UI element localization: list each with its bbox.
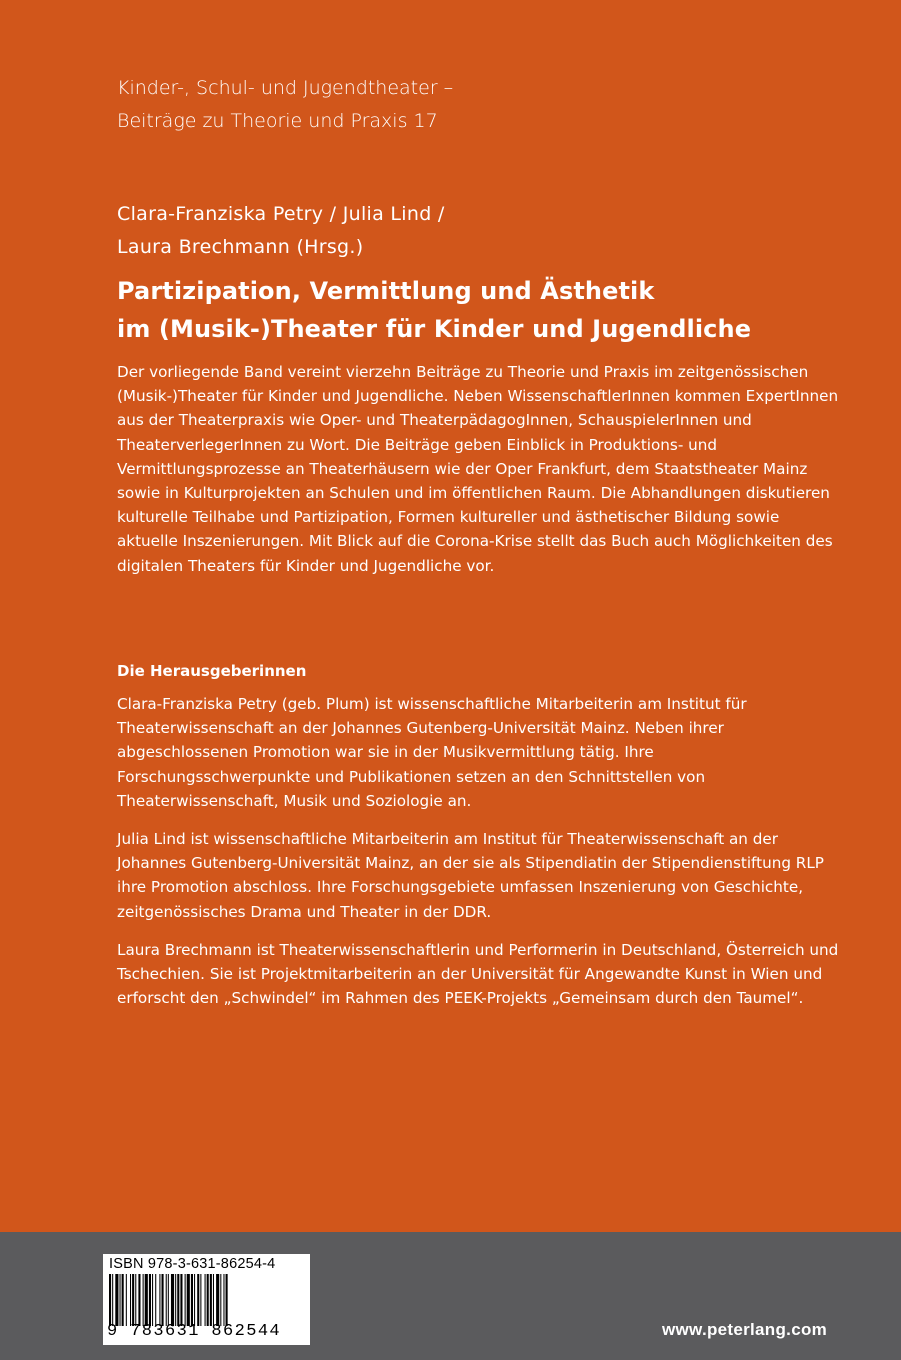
- barcode-bar: [220, 1274, 221, 1326]
- barcode-bar: [197, 1274, 199, 1326]
- series-line-1: Kinder-, Schul- und Jugendtheater –: [117, 77, 454, 99]
- title-line-1: Partizipation, Vermittlung und Ästhetik: [117, 277, 655, 305]
- barcode-bar: [223, 1274, 224, 1326]
- barcode-bar: [162, 1274, 164, 1326]
- abstract-text: Der vorliegende Band vereint vierzehn Beiträge zu Theorie und Praxis im zeitgenössischen (Musik-)Theater für Kinder und Jugendliche. Neben WissenschaftlerInnen kommen ExpertInnen aus der Theaterpraxis wie Oper- und TheaterpädagogInnen, SchauspielerInnen und TheaterverlegerInnen zu Wort. Die Beiträge geben Einblick in Produktions- und Vermittlungsprozesse an Theaterhäusern wie der Oper Frankfurt, dem Staatstheater Mainz sowie in Kulturprojekten an Schulen und im öffentlichen Raum. Die Abhandlungen diskutieren kulturelle Teilhabe und Partizipation, Formen kultureller und ästhetischer Bildung sowie aktuelle Inszenierungen. Mit Blick auf die Corona-Krise stellt das Buch auch Möglichkeiten des digitalen Theaters für Kinder und Jugendliche vor.: [117, 363, 839, 575]
- title-line-2: im (Musik-)Theater für Kinder und Jugendliche: [117, 315, 752, 343]
- barcode-bar: [109, 1274, 111, 1326]
- isbn-barcode: [103, 1254, 310, 1345]
- editor-bios: [117, 692, 839, 1024]
- barcode-bar: [143, 1274, 144, 1326]
- series-line-2: Beiträge zu Theorie und Praxis 17: [117, 110, 438, 132]
- bio-brechmann: Laura Brechmann ist Theaterwissenschaftlerin und Performerin in Deutschland, Österreich und Tschechien. Sie ist Projektmitarbeiterin an der Universität für Angewandte Kunst in Wien und erforscht den „Schwindel“ im Rahmen des PEEK-Projekts „Gemeinsam durch den Taumel“.: [117, 940, 839, 1008]
- editors: [117, 198, 445, 264]
- barcode-bar: [152, 1274, 153, 1326]
- barcode-bar: [135, 1274, 136, 1326]
- barcode-bar: [177, 1274, 179, 1326]
- barcode-bar: [120, 1274, 121, 1326]
- barcode-bar: [205, 1274, 206, 1326]
- barcode-bar: [155, 1274, 156, 1326]
- barcode-bar: [187, 1274, 190, 1326]
- abstract: [117, 360, 839, 578]
- barcode-bar: [130, 1274, 131, 1326]
- bio-lind: Julia Lind ist wissenschaftliche Mitarbeiterin am Institut für Theaterwissenschaft an der Johannes Gutenberg-Universität Mainz, an der sie als Stipendiatin der Stipendienstiftung RLP ihre Promotion abschloss. Ihre Forschungsgebiete umfassen Inszenierung von Geschichte, zeitgenössisches Drama und Theater in der DDR.: [117, 830, 824, 921]
- barcode-bar: [200, 1274, 201, 1326]
- barcode-bar: [194, 1274, 195, 1326]
- editors-line-1: Clara-Franziska Petry / Julia Lind /: [117, 203, 445, 225]
- series-title: [117, 72, 453, 138]
- barcode-bars: [109, 1274, 305, 1326]
- editors-line-2: Laura Brechmann (Hrsg.): [117, 236, 364, 258]
- barcode-bar: [210, 1274, 212, 1326]
- barcode-bar: [122, 1274, 124, 1326]
- barcode-bar: [171, 1274, 174, 1326]
- barcode-bar: [175, 1274, 176, 1326]
- barcode-bar: [191, 1274, 193, 1326]
- barcode-bar: [138, 1274, 140, 1326]
- barcode-bar: [126, 1274, 127, 1326]
- barcode-bar: [166, 1274, 167, 1326]
- barcode-bar: [168, 1274, 169, 1326]
- book-title: [117, 272, 877, 348]
- barcode-bar: [112, 1274, 113, 1326]
- ean-digits: 9 783631 862544: [107, 1322, 282, 1341]
- barcode-bar: [115, 1274, 118, 1326]
- barcode-bar: [149, 1274, 151, 1326]
- barcode-bar: [213, 1274, 214, 1326]
- editors-heading: Die Herausgeberinnen: [117, 662, 307, 680]
- barcode-bar: [185, 1274, 186, 1326]
- barcode-bar: [132, 1274, 134, 1326]
- bio-petry: Clara-Franziska Petry (geb. Plum) ist wissenschaftliche Mitarbeiterin am Institut für Theaterwissenschaft an der Johannes Gutenberg-Universität Mainz. Neben ihrer abgeschlossenen Promotion war sie in der Musikvermittlung tätig. Ihre Forschungsschwerpunkte und Publikationen setzen an den Schnittstellen von Theaterwissenschaft, Musik und Soziologie an.: [117, 695, 747, 810]
- barcode-bar: [226, 1274, 228, 1326]
- barcode-bar: [159, 1274, 160, 1326]
- isbn-label: ISBN 978-3-631-86254-4: [109, 1256, 276, 1272]
- barcode-bar: [216, 1274, 219, 1326]
- barcode-bar: [180, 1274, 182, 1326]
- publisher-website: www.peterlang.com: [662, 1320, 828, 1339]
- barcode-bar: [207, 1274, 209, 1326]
- barcode-bar: [145, 1274, 148, 1326]
